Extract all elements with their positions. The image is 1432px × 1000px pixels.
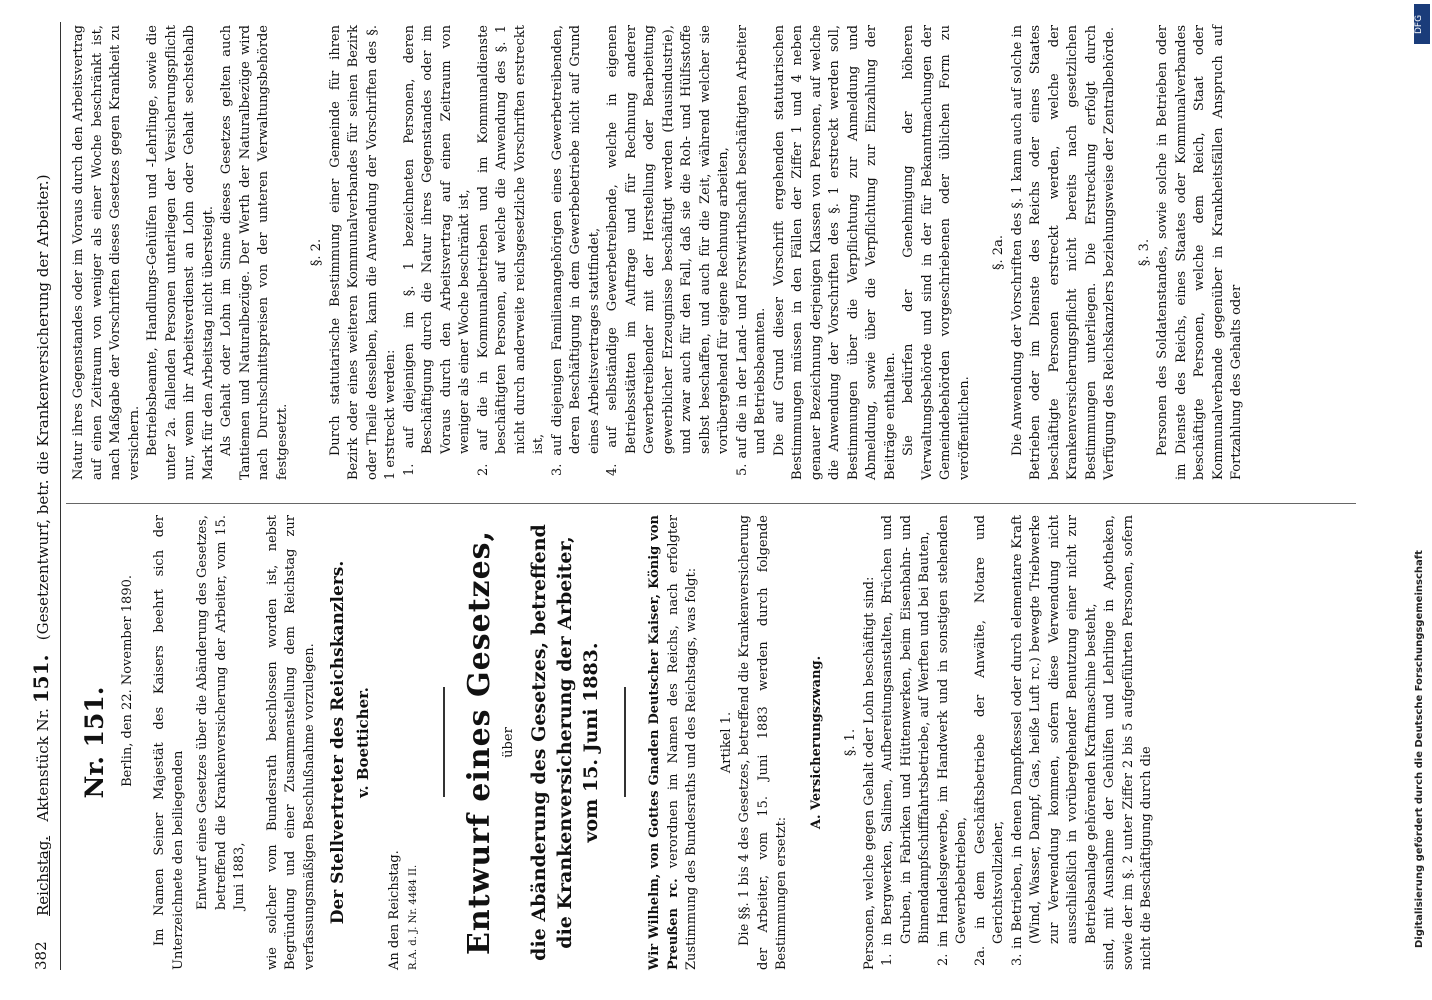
- kaiser-rest: verordnen im Namen des Reichs, nach erfolgter Zustimmung des Bundesraths und des Reichstags, was folgt:: [665, 515, 699, 970]
- date-line: Berlin, den 22. November 1890.: [119, 575, 135, 787]
- header-topic: (Gesetzentwurf, betr. die Krankenversicherung der Arbeiter.): [34, 174, 52, 641]
- entwurf-text: Entwurf eines Gesetzes über die Abänderung des Gesetzes, betreffend die Krankenversicherung der Arbeiter, vom 15. Juni 1883,: [195, 515, 247, 910]
- header-aktenstueck: Aktenstück Nr.: [34, 708, 52, 822]
- paragraph-2-text: Durch statutarische Bestimmung einer Gemeinde für ihren Bezirk oder eines weiteren Kommunalverbandes für seinen Bezirk oder Theile desselben, kann die Anwendung der Vorschriften des §. 1 erstreckt werden:: [327, 25, 398, 480]
- list-item: 1. auf diejenigen im §. 1 bezeichneten Personen, deren Beschäftigung durch die Natur ihres Gegenstandes oder im Voraus durch den Arbeitsvertrag auf einen Zeitraum von weniger als einer Woche beschränkt ist,: [401, 25, 472, 476]
- ueber-text: über: [500, 727, 516, 758]
- header-number: 151.: [29, 654, 53, 704]
- list-item: 3. in Betrieben, in denen Dampfkessel oder durch elementare Kraft (Wind, Wasser, Dampf, Gas, heiße Luft rc.) bewegte Triebwerke zur Verwendung kommen, sofern diese Verwendung nicht ausschließlich in vorübergehender Benutzung einer nicht zur Betriebsanlage gehörenden Kraftmaschine besteht,: [1009, 515, 1099, 966]
- right-paragraph-5: Sie bedürfen der Genehmigung der höheren Verwaltungsbehörde und sind in der für Bekanntmachungen der Gemeindebehörden vorgeschriebenen oder üblichen Form zu veröffentlichen.: [901, 25, 972, 480]
- reference-number: R.A. d. J. Nr. 4484 II.: [407, 864, 419, 970]
- section-a-heading: A. Versicherungszwang.: [808, 655, 824, 830]
- signer-title: Der Stellvertreter des Reichskanzlers.: [328, 560, 348, 925]
- header-reichstag: Reichstag.: [34, 835, 52, 916]
- list-item: 1. in Bergwerken, Salinen, Aufbereitungsanstalten, Brüchen und Gruben, in Fabriken und Hüttenwerken, beim Eisenbahn- und Binnendampfschifffahrtsbetriebe, auf Werften und bei Bauten,: [880, 515, 932, 966]
- paragraph-2a-heading: §. 2a.: [991, 235, 1006, 270]
- column-divider: [66, 503, 1356, 504]
- paragraph-1-text: Personen, welche gegen Gehalt oder Lohn beschäftigt sind:: [861, 576, 877, 970]
- paragraph-2-heading: §. 2.: [309, 238, 324, 267]
- list-item: 4. auf selbständige Gewerbetreibende, welche in eigenen Betriebsstätten im Auftrage und für Rechnung anderer Gewerbetreibender mit der Herstellung oder Bearbeitung gewerblicher Erzeugnisse beschäftigt werden (Hausindustrie), und zwar auch für den Fall, daß sie die Roh- und Hülfsstoffe selbst beschaffen, und auch für die Zeit, während welcher sie vorübergehend für eigene Rechnung arbeiten,: [605, 25, 731, 476]
- artikel-heading: Artikel 1.: [718, 711, 734, 774]
- document-number: Nr. 151.: [80, 686, 109, 799]
- right-paragraph-3: Als Gehalt oder Lohn im Sinne dieses Gesetzes gelten auch Tantiemen und Naturalbezüge. Der Werth der Naturalbezüge wird nach Durchschnittspreisen von der unteren Verwaltungsbehörde festgesetzt.: [219, 25, 290, 480]
- list-item: 3. auf diejenigen Familienangehörigen eines Gewerbetreibenden, deren Beschäftigung in dem Gewerbebetriebe nicht auf Grund eines Arbeitsvertrages stattfindet,: [549, 24, 602, 476]
- right-paragraph-4: Die auf Grund dieser Vorschrift ergehenden statutarischen Bestimmungen müssen in den Fällen der Ziffer 1 und 4 neben genauer Bezeichnung derjenigen Klassen von Personen, auf welche die Anwendung der Vorschriften des §. 1 erstreckt werden soll, Bestimmungen über die Verpflichtung zur Anmeldung und Abmeldung, sowie über die Verpflichtung zur Einzahlung der Beiträge enthalten.: [771, 25, 898, 480]
- list-item: 5. auf die in der Land- und Forstwirthschaft beschäftigten Arbeiter und Betriebsbeamten.: [734, 25, 768, 476]
- right-column: [70, 25, 1247, 480]
- paragraph-3-heading: §. 3.: [1136, 238, 1152, 267]
- separator-line-2: [624, 688, 626, 798]
- continuation-text: Natur ihres Gegenstandes oder im Voraus durch den Arbeitsvertrag auf einen Zeitraum von weniger als einer Woche beschränkt ist, nach Maßgabe der Vorschriften dieses Gesetzes gegen Krankheit zu versichern.: [71, 25, 142, 480]
- list-item: 2. im Handelsgewerbe, im Handwerk und in sonstigen stehenden Gewerbebetrieben,: [935, 515, 969, 966]
- dfg-credit-text: Digitalisierung gefördert durch die Deutsche Forschungsgemeinschaft: [1414, 550, 1425, 948]
- list-item: 2. auf die in Kommunalbetrieben und im Kommunaldienste beschäftigten Personen, auf welche die Anwendung des §. 1 nicht durch anderweite reichsgesetzliche Vorschriften erstreckt ist,: [475, 25, 546, 476]
- draft-subtitle: die Abänderung des Gesetzes, betreffend die Krankenversicherung der Arbeiter, vom 15. Juni 1883.: [528, 524, 602, 961]
- separator-line: [443, 688, 445, 798]
- page-header: [29, 25, 56, 970]
- paragraph-2a-text: Die Anwendung der Vorschriften des §. 1 kann auch auf solche in Betrieben oder im Dienste des Reichs oder eines Staates beschäftigte Personen erstreckt werden, welche der Krankenversicherungspflicht nicht bereits nach gesetzlichen Bestimmungen unterliegen. Die Erstreckung erfolgt durch Verfügung des Reichskanzlers beziehungsweise der Zentralbehörde.: [1009, 25, 1117, 480]
- page-number: 382: [32, 941, 50, 970]
- signer-name: v. Boetticher.: [353, 687, 372, 798]
- paragraph-1-heading: §. 1.: [843, 728, 858, 757]
- tail-text: sind, mit Ausnahme der Gehülfen und Lehrlinge in Apotheken, sowie der im §. 2 unter Ziffer 2 bis 5 aufgeführten Personen, sofern nicht die Beschäftigung durch die: [1102, 515, 1154, 970]
- addressee: An den Reichstag.: [387, 850, 402, 970]
- left-column: [70, 515, 1157, 970]
- header-line: [29, 174, 53, 916]
- kaiser-bold: Wir Wilhelm, von Gottes Gnaden Deutscher Kaiser, König von Preußen rc.: [647, 515, 681, 970]
- list-item: 2a. in dem Geschäftsbetriebe der Anwälte, Notare und Gerichtsvollzieher,: [972, 515, 1006, 966]
- dfg-logo: DFG: [1414, 4, 1430, 44]
- intro-text: Im Namen Seiner Majestät des Kaisers beehrt sich der Unterzeichnete den beiliegenden: [152, 515, 186, 970]
- right-paragraph-2: Betriebsbeamte, Handlungs-Gehülfen und -Lehrlinge, sowie die unter 2a. fallenden Personen unterliegen der Versicherungspflicht nur, wenn ihr Arbeitsverdienst an Lohn oder Gehalt sechstehalb Mark für den Arbeitstag nicht übersteigt.: [145, 25, 216, 480]
- dfg-sidebar: [1412, 0, 1432, 1000]
- kaiser-paragraph: [646, 515, 702, 970]
- draft-title: Entwurf eines Gesetzes,: [462, 529, 497, 956]
- artikel-text: Die §§. 1 bis 4 des Gesetzes, betreffend die Krankenversicherung der Arbeiter, vom 15. Juni 1883 werden durch folgende Bestimmungen ersetzt:: [737, 515, 789, 970]
- header-rule: [60, 22, 61, 970]
- body-text: wie solcher vom Bundesrath beschlossen worden ist, nebst Begründung und einer Zusammenstellung dem Reichstag zur verfassungsmäßigen Beschlußnahme vorzulegen.: [264, 515, 317, 970]
- paragraph-3-text: Personen des Soldatenstandes, sowie solche in Betrieben oder im Dienste des Reichs, eines Staates oder Kommunalverbandes beschäftigte Personen, welche dem Reich, Staat oder Kommunalverbande gegenüber in Krankheitsfällen Anspruch auf Fortzahlung des Gehalts oder: [1155, 25, 1244, 480]
